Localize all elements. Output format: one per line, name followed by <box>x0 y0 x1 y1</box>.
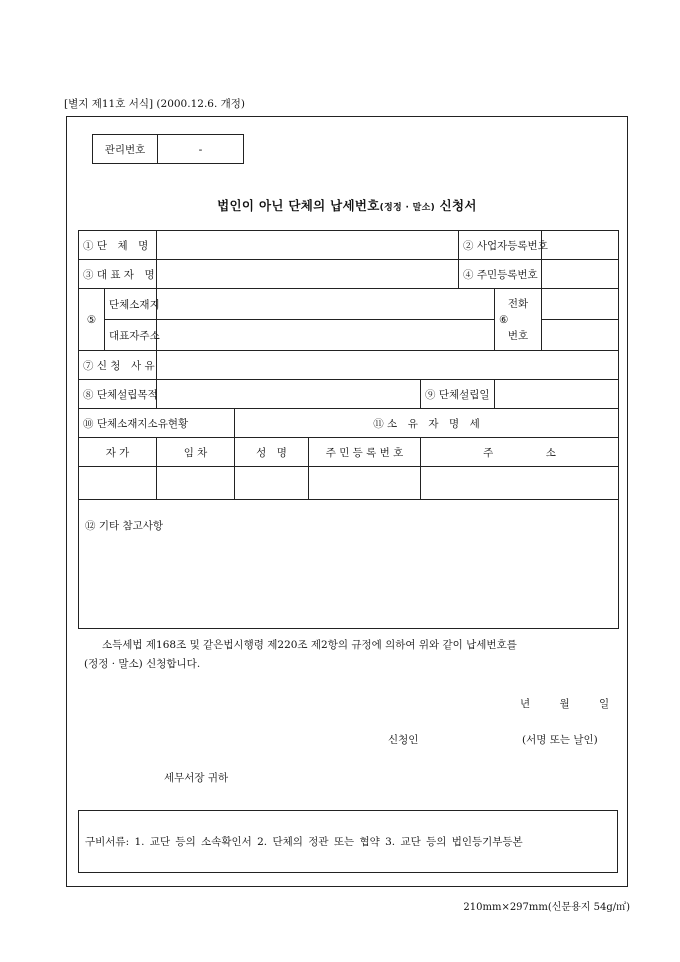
circle-5-label: ⑤ <box>79 289 105 351</box>
required-documents-box <box>78 810 618 873</box>
statement-line-1: 소득세법 제168조 및 같은법시행령 제220조 제2항의 규정에 의하여 위와 같이 납세번호를 <box>102 639 517 651</box>
title-sub: (정정 · 말소) <box>379 203 436 213</box>
row-remarks <box>79 500 619 629</box>
row-representative <box>79 260 619 289</box>
org-address-input[interactable] <box>157 289 495 320</box>
owned-header: 자 가 <box>79 438 157 467</box>
application-statement <box>84 636 618 674</box>
date-line: 년 월 일 <box>520 698 610 710</box>
phone-label-bottom: 번호 <box>507 329 529 342</box>
owner-details-label: ⑪ 소 유 자 명 세 <box>235 409 619 438</box>
statement-line-2: (정정 · 말소) 신청합니다. <box>84 658 201 670</box>
remarks-label: ⑫ 기타 참고사항 <box>85 520 164 532</box>
title-main: 법인이 아닌 단체의 납세번호 <box>217 198 380 213</box>
phone-number-label <box>495 289 542 351</box>
owner-name-header: 성 명 <box>235 438 309 467</box>
rep-address-label: 대표자주소 <box>105 320 157 351</box>
circle-6-label: ⑥ <box>499 313 509 326</box>
page-title <box>66 196 628 214</box>
required-documents: 구비서류: 1. 교단 등의 소속확인서 2. 단체의 정관 또는 협약 3. 교단 등의 법인등기부등본 <box>85 836 523 848</box>
leased-header: 임 차 <box>157 438 235 467</box>
row-org-name <box>79 231 619 260</box>
org-name-input[interactable] <box>157 231 459 260</box>
owned-input[interactable] <box>79 467 157 500</box>
purpose-input[interactable] <box>157 380 421 409</box>
remarks-field[interactable] <box>79 500 619 629</box>
reason-input[interactable] <box>157 351 619 380</box>
row-org-address <box>79 289 619 320</box>
owner-address-input[interactable] <box>421 467 619 500</box>
rep-phone-input[interactable] <box>542 320 619 351</box>
business-reg-no-input[interactable] <box>542 231 619 260</box>
ownership-status-label: ⑩ 단체소재지소유현황 <box>79 409 235 438</box>
owner-address-header: 주 소 <box>421 438 619 467</box>
representative-label: ③ 대 표 자 명 <box>79 260 157 289</box>
row-ownership <box>79 409 619 438</box>
founded-label: ⑨ 단체설립일 <box>421 380 495 409</box>
owner-resident-no-input[interactable] <box>309 467 421 500</box>
management-number-label: 관리번호 <box>93 135 158 163</box>
purpose-label: ⑧ 단체설립목적 <box>79 380 157 409</box>
business-reg-no-label: ② 사업자등록번호 <box>459 231 542 260</box>
resident-reg-no-label: ④ 주민등록번호 <box>459 260 542 289</box>
reason-label: ⑦ 신 청 사 유 <box>79 351 157 380</box>
addressee: 세무서장 귀하 <box>164 772 229 784</box>
resident-reg-no-input[interactable] <box>542 260 619 289</box>
signature-note: (서명 또는 날인) <box>522 734 598 746</box>
row-reason <box>79 351 619 380</box>
owner-name-input[interactable] <box>235 467 309 500</box>
form-number-note: [별지 제11호 서식] (2000.12.6. 개정) <box>64 98 246 110</box>
org-name-label: ① 단 체 명 <box>79 231 157 260</box>
application-form-table <box>78 230 619 629</box>
paper-size-note: 210mm×297mm(신문용지 54g/㎡) <box>463 902 630 913</box>
applicant-label: 신청인 <box>388 734 419 746</box>
phone-label-top: 전화 <box>507 297 529 310</box>
leased-input[interactable] <box>157 467 235 500</box>
management-number-box <box>92 134 244 164</box>
org-address-label: 단체소재지 <box>105 289 157 320</box>
row-owner-entry <box>79 467 619 500</box>
representative-input[interactable] <box>157 260 459 289</box>
row-owner-headers <box>79 438 619 467</box>
row-purpose <box>79 380 619 409</box>
founded-input[interactable] <box>495 380 619 409</box>
owner-resident-no-header: 주 민 등 록 번 호 <box>309 438 421 467</box>
org-phone-input[interactable] <box>542 289 619 320</box>
rep-address-input[interactable] <box>157 320 495 351</box>
title-suffix: 신청서 <box>435 198 477 213</box>
management-number-value[interactable]: - <box>198 142 203 156</box>
